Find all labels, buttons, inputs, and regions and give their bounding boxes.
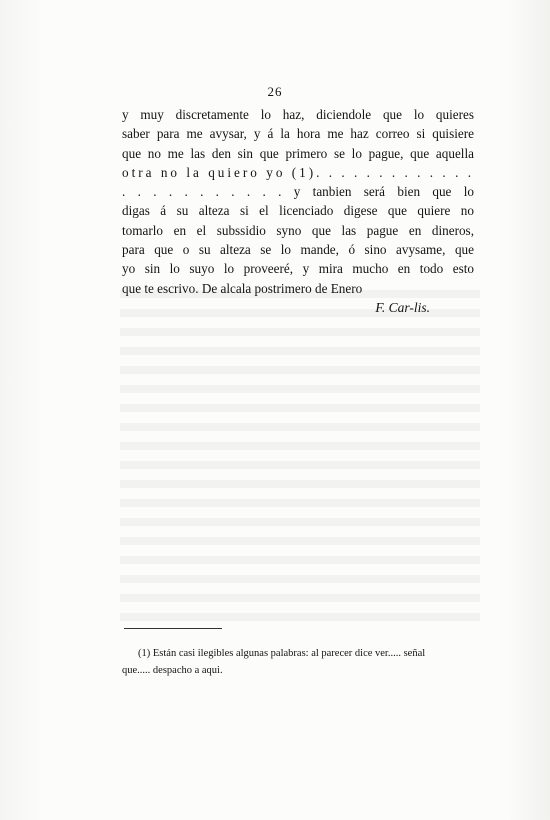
page-number: 26: [267, 84, 283, 99]
body-line: que te escrivo. De alcala postrimero de Enero: [122, 280, 363, 296]
body-line: que no me las den sin que primero se lo pague, que aquella: [122, 145, 474, 161]
body-line: yo sin lo suyo lo proveeré, y mira mucho en todo esto: [122, 261, 474, 277]
body-line: saber para me avysar, y á la hora me haz correo si quisiere: [122, 126, 474, 142]
body-line: digas á su alteza si el licenciado digese que quiere no: [122, 203, 474, 219]
footnote-divider: [124, 628, 222, 629]
body-line: y muy discretamente lo haz, diciendole que lo quieres: [122, 107, 474, 122]
body-line: tomarlo en el subssidio syno que las pague en dineros,: [122, 222, 474, 238]
letter-body: [122, 105, 474, 298]
footnote-line: que..... despacho a aqui.: [122, 665, 223, 676]
body-line: otra no la quiero yo (1). . . . . . . . . . . . .: [122, 164, 474, 180]
signature: F. Car-lis.: [375, 300, 430, 315]
show-through-text: [120, 290, 480, 630]
body-line: para que o su alteza se lo mande, ó sino avysame, que: [122, 242, 474, 258]
body-line: . . . . . . . . . . . y tanbien será bien que lo: [122, 184, 474, 200]
footnote: [122, 645, 474, 679]
footnote-line: (1) Están casi ilegibles algunas palabras: al parecer dice ver..... señal: [138, 648, 426, 659]
